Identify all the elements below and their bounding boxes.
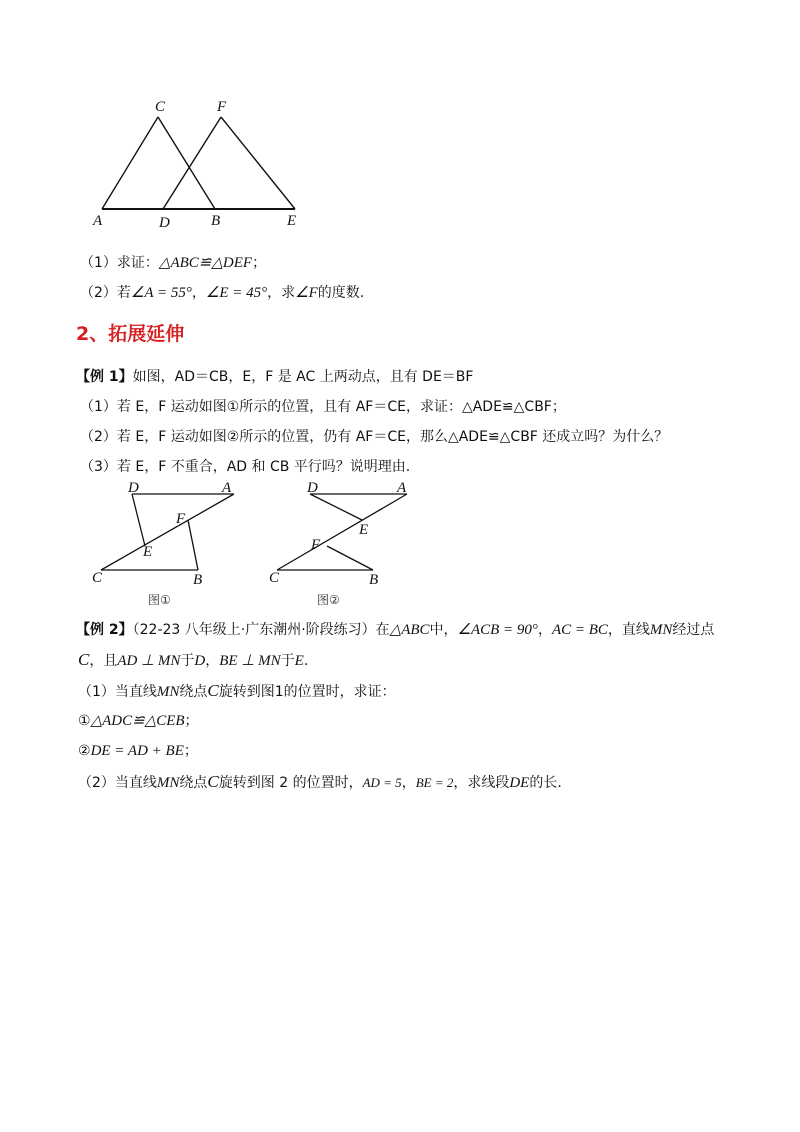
example-1-q2: （2）若 E，F 运动如图②所示的位置，仍有 AF＝CE，那么△ADE≌△CBF 还成立吗？为什么？ [80, 429, 669, 445]
fig1-label-b: B [193, 572, 203, 588]
example-2-q1-d: 旋转到图1的位置时，求证： [218, 684, 396, 700]
example-2-mn: MN [649, 622, 673, 638]
example-2-perp-1: AD ⊥ MN [117, 653, 181, 669]
example-2-q1-a: （1）当直线 [78, 684, 157, 700]
fig2-label-f: F [311, 537, 321, 553]
fig1-caption: 图① [148, 593, 171, 607]
fig2-label-d: D [307, 482, 318, 496]
example-2-q2-a: （2）当直线 [78, 775, 157, 791]
example-2-q1-mn: MN [156, 684, 180, 700]
fig2-segment-bf [327, 546, 373, 570]
label-c: C [155, 99, 166, 115]
example-2-q2-ad: AD = 5 [362, 775, 402, 790]
fig2-segment-de [310, 494, 362, 520]
example-1-q3: （3）若 E，F 不重合，AD 和 CB 平行吗？说明理由. [80, 459, 411, 475]
figure-triangles [85, 95, 315, 230]
fig2-label-a: A [397, 482, 407, 496]
example-1-q1: （1）若 E，F 运动如图①所示的位置，且有 AF＝CE，求证：△ADE≌△CBF； [80, 399, 566, 415]
example-2-q1-ii [78, 741, 198, 761]
segment-df [163, 117, 221, 209]
example-2-line-2 [78, 650, 308, 671]
question-2-angle-a: ∠A = 55° [130, 285, 192, 301]
example-2-eq: AC = BC [551, 622, 608, 638]
example-2-l2d: 于 [280, 653, 295, 669]
example-2-q1-ii-formula: DE = AD + BE [90, 743, 184, 759]
example-1-intro [76, 367, 473, 387]
fig2-caption: 图② [317, 593, 340, 607]
label-a: A [93, 213, 103, 229]
label-b: B [211, 213, 221, 229]
example-2-q2-c: C [207, 772, 219, 791]
example-2-t1: 中， [429, 622, 458, 638]
question-2-angle-f: ∠F [295, 285, 318, 301]
question-1 [80, 253, 266, 273]
example-2-t2: ， [537, 622, 552, 638]
question-2-angle-e: ∠E = 45° [205, 285, 268, 301]
example-2-t4: 经过点 [672, 622, 715, 638]
example-2-q2-f: 的长. [529, 775, 562, 791]
fig1-segment-bf [188, 520, 198, 570]
example-2-triangle: △ABC [389, 622, 430, 638]
example-2-q1-i-prefix: ① [78, 713, 91, 729]
example-1-tag: 【例 1】 [76, 369, 133, 385]
example-2-q1-i [78, 711, 199, 731]
example-2-l2e: . [303, 653, 309, 669]
fig1-label-d: D [128, 482, 139, 496]
example-2-q1-ii-suffix: ； [183, 743, 198, 759]
fig2-label-c: C [269, 570, 280, 586]
segment-cb [158, 117, 215, 209]
question-2-prefix: （2）若 [80, 285, 131, 301]
example-2-l2a: ，且 [89, 653, 118, 669]
example-2-q1 [78, 681, 396, 702]
example-2-q2-be: BE = 2 [415, 775, 454, 790]
example-2-q1-b: 绕点 [179, 684, 208, 700]
example-2-q2 [78, 772, 562, 793]
question-1-prefix: （1）求证： [80, 255, 159, 271]
section-title: 2、拓展延伸 [76, 323, 185, 345]
fig1-label-a: A [222, 482, 232, 496]
example-2-q1-i-suffix: ； [184, 713, 199, 729]
segment-ac [102, 117, 158, 209]
example-2-point-c: C [78, 650, 90, 669]
example-2-point-d: D [194, 653, 206, 669]
fig1-segment-de [132, 494, 145, 546]
question-2-sep: ， [191, 285, 206, 301]
fig2-label-e: E [359, 522, 369, 538]
example-2-l2c: ， [205, 653, 220, 669]
fig1-segment-ac [101, 494, 234, 570]
question-2-suffix: 的度数. [317, 285, 365, 301]
example-2-line-1 [76, 620, 714, 640]
question-2-mid: ，求 [267, 285, 296, 301]
label-e: E [287, 213, 297, 229]
fig1-label-e: E [143, 544, 153, 560]
example-2-q1-ii-prefix: ② [78, 743, 91, 759]
example-2-t3: ，直线 [607, 622, 650, 638]
fig1-label-f: F [176, 511, 186, 527]
example-1-intro-text: 如图，AD＝CB，E，F 是 AC 上两动点，且有 DE＝BF [132, 369, 474, 385]
example-1-figure-2 [265, 482, 425, 612]
question-1-suffix: ； [252, 255, 267, 271]
label-f: F [217, 99, 227, 115]
example-2-q2-de: DE [509, 775, 530, 791]
example-2-q2-d: 旋转到图 2 的位置时， [218, 775, 363, 791]
example-2-source: （22-23 八年级上·广东潮州·阶段练习）在 [132, 622, 390, 638]
example-2-q2-e: ，求线段 [453, 775, 510, 791]
example-2-q1-i-formula: △ADC≌△CEB [90, 713, 185, 729]
fig2-segment-ac [277, 494, 407, 570]
segment-fe [221, 117, 295, 209]
example-2-point-e: E [294, 653, 304, 669]
question-1-formula: △ABC≌△DEF [158, 255, 253, 271]
example-2-tag: 【例 2】 [76, 622, 133, 638]
fig2-label-b: B [369, 572, 379, 588]
question-2 [80, 283, 364, 303]
example-2-q2-b: 绕点 [179, 775, 208, 791]
label-d: D [159, 215, 170, 230]
example-2-l2b: 于 [180, 653, 195, 669]
example-2-angle: ∠ACB = 90° [457, 622, 538, 638]
example-2-perp-2: BE ⊥ MN [219, 653, 281, 669]
example-2-q1-c: C [207, 681, 219, 700]
example-1-figure-1 [88, 482, 248, 612]
example-2-q2-mn: MN [156, 775, 180, 791]
example-2-q2-sep: ， [401, 775, 416, 791]
fig1-label-c: C [92, 570, 103, 586]
